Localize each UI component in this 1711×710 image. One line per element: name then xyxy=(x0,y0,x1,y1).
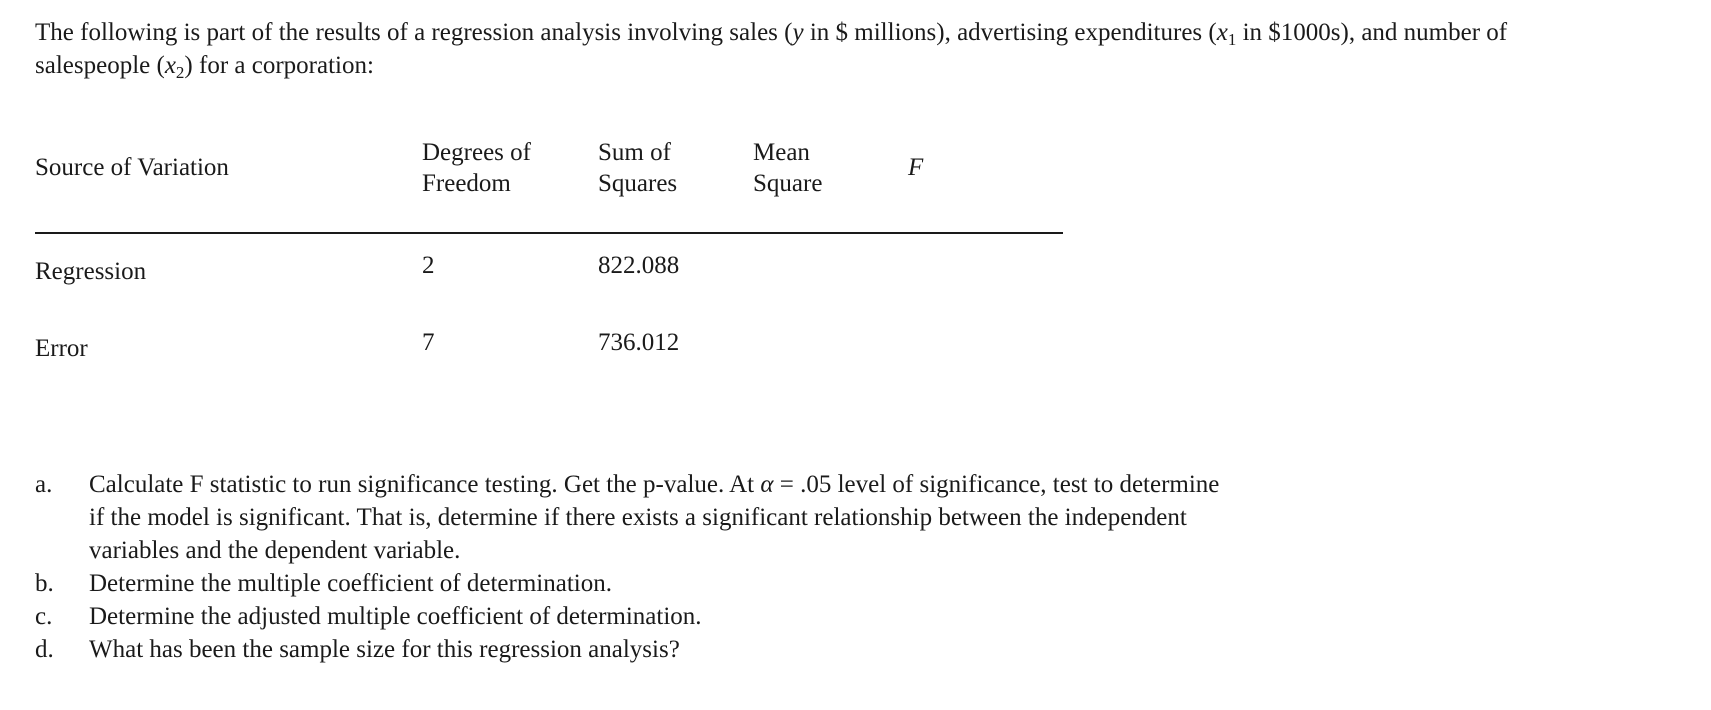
question-text xyxy=(89,468,1229,567)
header-sum-of-squares: Sum of Squares xyxy=(598,139,678,197)
anova-table xyxy=(35,132,1063,392)
question-item xyxy=(35,633,1595,666)
question-a-text-2: = .05 level of significance, test to determine if the model is significant. That is, determine if there exists a significant relationship between the independent variables and the dependent variable. xyxy=(89,471,1220,564)
var-y: y xyxy=(792,19,804,46)
header-source-of-variation: Source of Variation xyxy=(35,154,229,181)
intro-text-1: The following is part of the results of a regression analysis involving sales ( xyxy=(35,19,793,46)
row-error-ss: 736.012 xyxy=(598,329,680,356)
question-list xyxy=(35,468,1595,666)
intro-text-4: ) for a corporation: xyxy=(184,52,374,79)
problem-intro xyxy=(35,16,1595,82)
row-regression-ss: 822.088 xyxy=(598,252,680,279)
subscript-1: 1 xyxy=(1227,30,1237,49)
var-x2: x xyxy=(164,52,176,79)
question-letter: c. xyxy=(35,603,53,630)
question-item xyxy=(35,600,1595,633)
question-a-text-1: Calculate F statistic to run significance testing. Get the p-value. At xyxy=(89,471,761,498)
question-text: Determine the multiple coefficient of determination. xyxy=(89,570,612,597)
table-header-rule xyxy=(35,232,1063,234)
alpha-symbol: α xyxy=(760,471,774,498)
question-text: What has been the sample size for this regression analysis? xyxy=(89,636,680,663)
question-letter: b. xyxy=(35,570,54,597)
question-text: Determine the adjusted multiple coefficient of determination. xyxy=(89,603,702,630)
header-f: F xyxy=(908,154,924,181)
intro-text-2: in $ millions), advertising expenditures ( xyxy=(803,19,1217,46)
subscript-2: 2 xyxy=(175,63,185,82)
question-letter: d. xyxy=(35,636,54,663)
header-mean-square: Mean Square xyxy=(753,139,823,197)
header-degrees-of-freedom: Degrees of Freedom xyxy=(422,139,531,197)
row-regression-source: Regression xyxy=(35,258,147,285)
row-regression-df: 2 xyxy=(422,252,435,279)
var-x1: x xyxy=(1216,19,1228,46)
question-item xyxy=(35,468,1595,567)
intro-text-3: in $1000s), and number of salespeople ( xyxy=(35,19,1508,79)
row-error-source: Error xyxy=(35,335,88,362)
question-item xyxy=(35,567,1595,600)
row-error-df: 7 xyxy=(422,329,435,356)
question-letter: a. xyxy=(35,471,53,498)
